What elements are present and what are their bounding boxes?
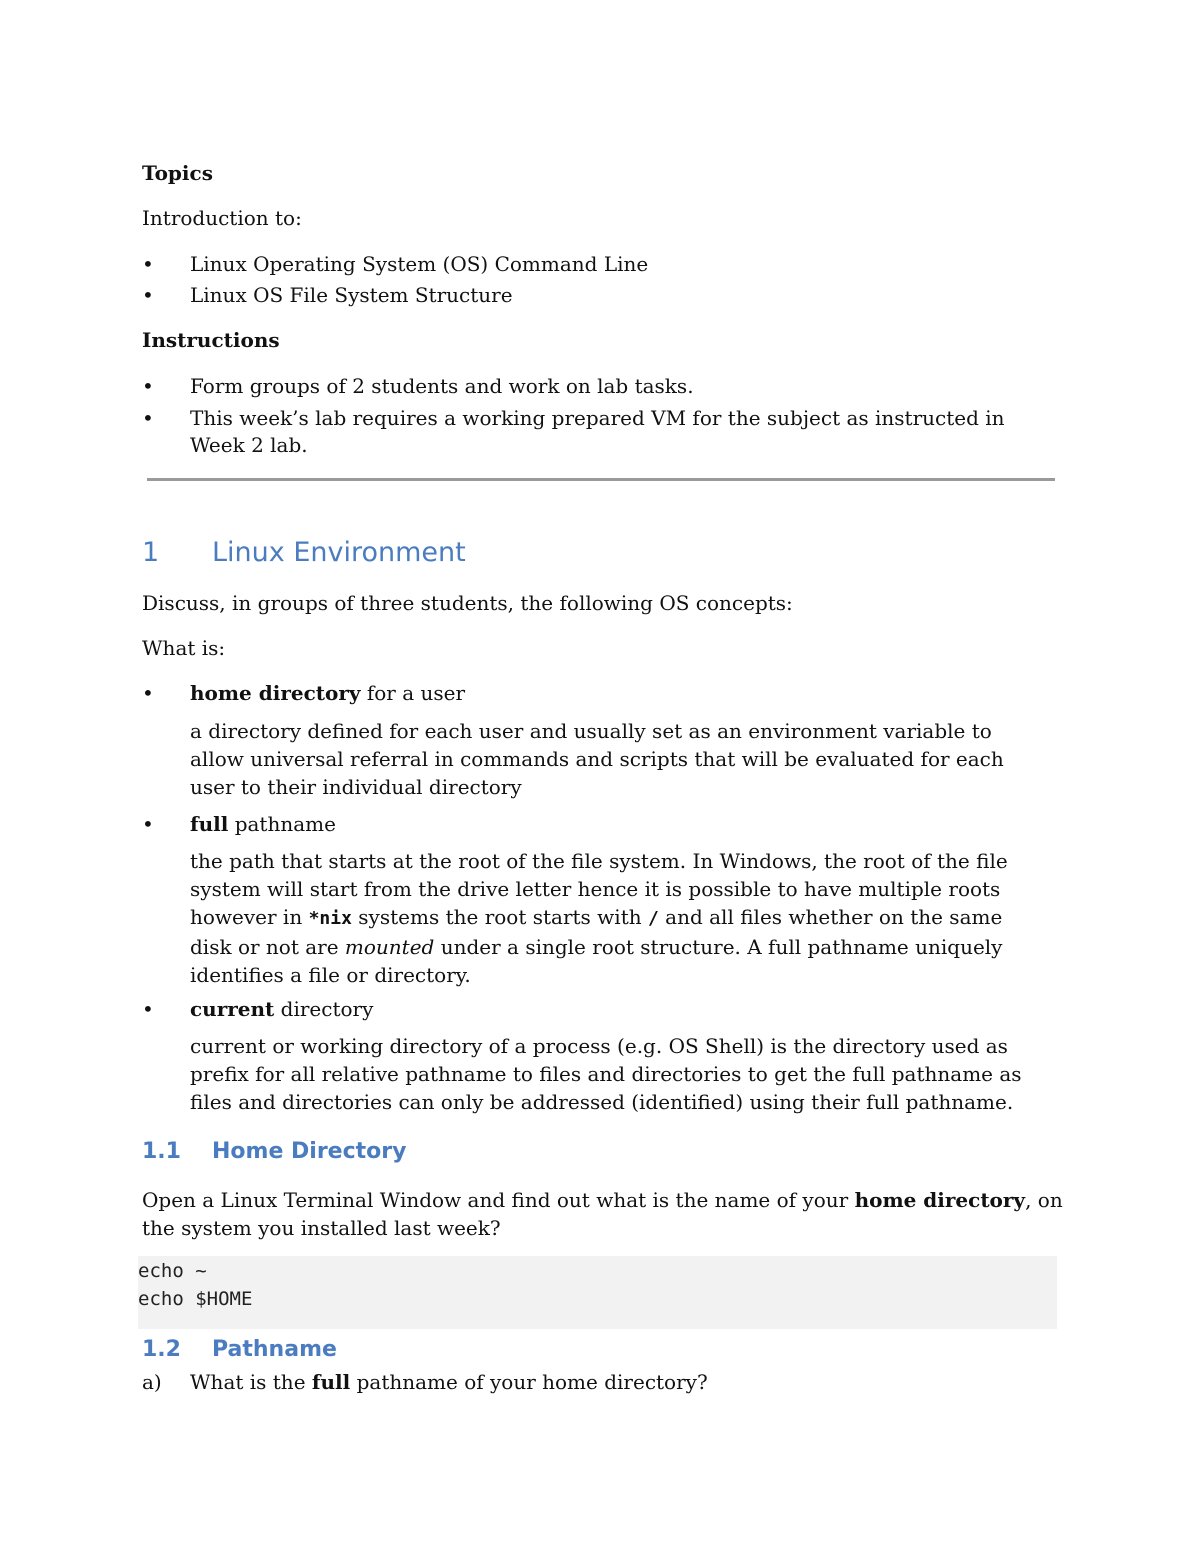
code-line: echo $HOME [138, 1288, 253, 1310]
concept-term-full-pathname [190, 810, 336, 838]
term-bold: current [190, 997, 275, 1021]
subsection-number: 1.2 [142, 1337, 181, 1362]
concept-term-current-directory [190, 995, 373, 1023]
subsection-title: Home Directory [212, 1139, 407, 1164]
concept-term-home-directory [190, 679, 465, 707]
text-segment: Open a Linux Terminal Window and find out what is the name of your [142, 1188, 855, 1212]
horizontal-divider [147, 478, 1055, 481]
term-rest: for a user [360, 681, 466, 705]
what-is-label: What is: [142, 636, 226, 660]
italic-term: mounted [344, 935, 435, 959]
definition-line: files and directories can only be addressed (identified) using their full pathname. [190, 1090, 1014, 1114]
definition-line: identifies a file or directory. [190, 963, 471, 987]
discuss-paragraph: Discuss, in groups of three students, the following OS concepts: [142, 591, 793, 615]
question-label: a) [142, 1370, 162, 1394]
bullet-icon: • [142, 681, 154, 705]
text-segment: and all files whether on the same [658, 905, 1003, 929]
instructions-heading: Instructions [142, 328, 280, 352]
pathname-question [190, 1368, 708, 1396]
bullet-icon: • [142, 252, 154, 276]
section-title: Linux Environment [212, 537, 466, 568]
definition-line: user to their individual directory [190, 775, 522, 799]
instruction-item: This week’s lab requires a working prepared VM for the subject as instructed in [190, 406, 1005, 430]
bullet-icon: • [142, 997, 154, 1021]
bold-term: home directory [854, 1188, 1026, 1212]
definition-line: a directory defined for each user and usually set as an environment variable to [190, 719, 992, 743]
term-rest: directory [274, 997, 374, 1021]
concept-definition-current-directory [190, 1032, 1020, 1116]
bullet-icon: • [142, 374, 154, 398]
text-segment: under a single root structure. A full pathname uniquely [434, 935, 1003, 959]
section-number: 1 [142, 537, 160, 568]
concept-definition-full-pathname [190, 847, 1020, 989]
bold-term: full [311, 1370, 351, 1394]
text-segment: disk or not are [190, 935, 345, 959]
code-block [138, 1256, 1057, 1329]
home-directory-question-continued: the system you installed last week? [142, 1216, 501, 1240]
concept-definition-home-directory [190, 717, 1020, 801]
text-segment: , on [1025, 1188, 1063, 1212]
bullet-icon: • [142, 283, 154, 307]
term-bold: home directory [190, 681, 361, 705]
inline-code: / [647, 908, 659, 929]
topics-heading: Topics [142, 161, 213, 185]
instruction-item-continued: Week 2 lab. [190, 433, 308, 457]
subsection-title: Pathname [212, 1337, 337, 1362]
subsection-number: 1.1 [142, 1139, 181, 1164]
definition-line: current or working directory of a process (e.g. OS Shell) is the directory used as [190, 1034, 1008, 1058]
topic-item: Linux OS File System Structure [190, 283, 513, 307]
home-directory-question [142, 1186, 1063, 1214]
text-segment: What is the [190, 1370, 312, 1394]
topic-item: Linux Operating System (OS) Command Line [190, 252, 649, 276]
inline-code: *nix [308, 908, 352, 929]
bullet-icon: • [142, 406, 154, 430]
text-segment: pathname of your home directory? [350, 1370, 708, 1394]
topics-intro: Introduction to: [142, 206, 302, 230]
definition-line [190, 933, 1020, 961]
text-segment: systems the root starts with [351, 905, 648, 929]
instruction-item: Form groups of 2 students and work on lab tasks. [190, 374, 694, 398]
term-bold: full [190, 812, 229, 836]
definition-line: prefix for all relative pathname to files and directories to get the full pathname as [190, 1062, 1022, 1086]
definition-line [190, 903, 1020, 933]
definition-line: system will start from the drive letter hence it is possible to have multiple roots [190, 877, 1001, 901]
definition-line: allow universal referral in commands and scripts that will be evaluated for each [190, 747, 1004, 771]
bullet-icon: • [142, 812, 154, 836]
term-rest: pathname [228, 812, 336, 836]
definition-line: the path that starts at the root of the file system. In Windows, the root of the file [190, 849, 1008, 873]
text-segment: however in [190, 905, 309, 929]
code-line: echo ~ [138, 1260, 207, 1282]
